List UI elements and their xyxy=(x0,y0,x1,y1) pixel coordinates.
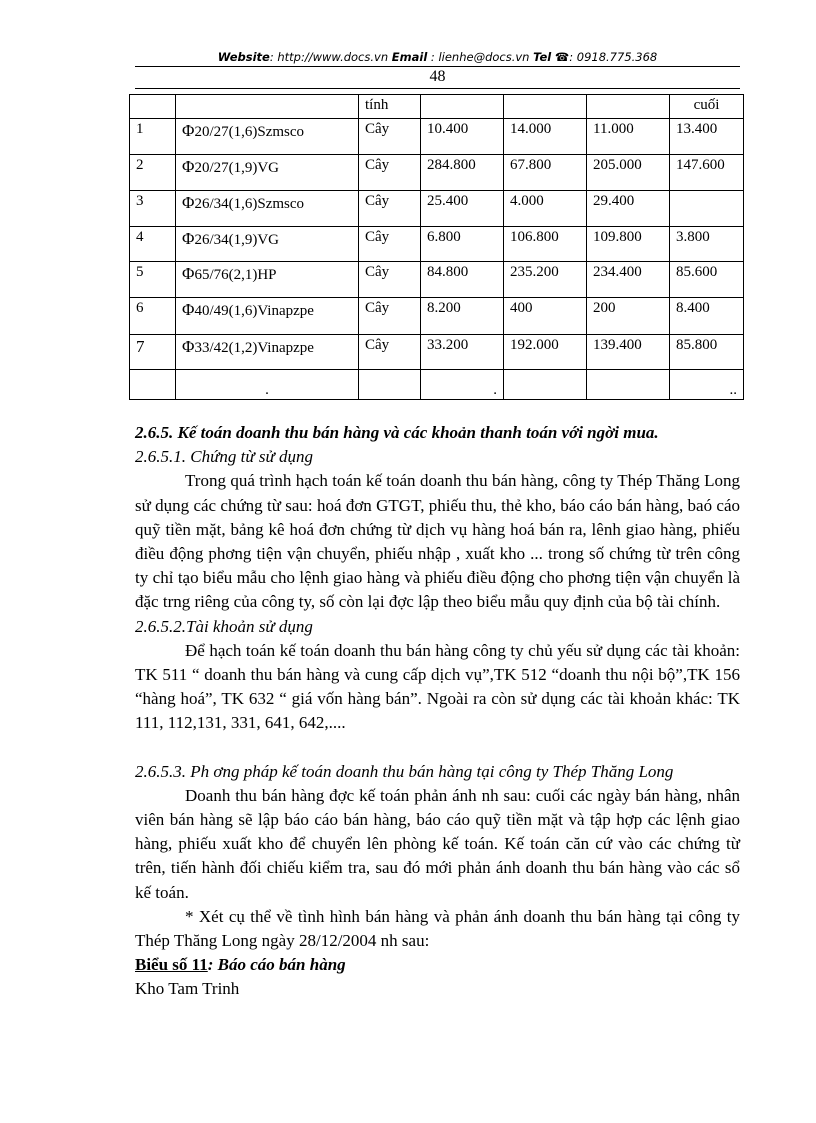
row-unit: Cây xyxy=(359,119,421,155)
paragraph: Trong quá trình hạch toán kế toán doanh thu bán hàng, công ty Thép Thăng Long sử dụng các chứng từ sau: hoá đơn GTGT, phiếu thu, thẻ kho, báo cáo bán hàng, baó cáo quỹ tiền mặt, bảng kê hoá đơn chứng từ dịch vụ hàng hoá bán ra, lênh giao hàng, phiếu điều động phơng tiện vận chuyển, phiếu nhập , xuất kho ... trong số chứng từ trên công ty chỉ tạo biểu mẫu cho lệnh giao hàng và phiếu điều động cho phơng tiện vận chuyển là đặc trng riêng của công ty, số còn lại đợc lập theo biểu mẫu quy định của bộ tài chính. xyxy=(135,471,740,612)
row-unit: Cây xyxy=(359,335,421,370)
inventory-table xyxy=(129,94,744,400)
row-v4: 85.600 xyxy=(670,262,744,298)
row-name xyxy=(176,119,359,155)
website-label: Website xyxy=(217,50,270,64)
page-number-rule xyxy=(135,88,740,89)
row-v4: 13.400 xyxy=(670,119,744,155)
row-name-text: 20/27(1,9)VG xyxy=(194,160,280,176)
row-name-text: 65/76(2,1)HP xyxy=(194,267,277,283)
table-row xyxy=(130,155,744,191)
row-v1: 8.200 xyxy=(421,298,504,335)
row-name xyxy=(176,227,359,262)
row-unit: Cây xyxy=(359,155,421,191)
row-unit: Cây xyxy=(359,298,421,335)
spacer xyxy=(135,736,740,760)
row-v3: 200 xyxy=(587,298,670,335)
row-v1: 33.200 xyxy=(421,335,504,370)
warehouse-name: Kho Tam Trinh xyxy=(135,979,240,999)
table-cell: cuối xyxy=(670,95,744,119)
subsection-heading-2-6-5-2: 2.6.5.2.Tài khoản sử dụng xyxy=(135,616,313,636)
row-v3: 205.000 xyxy=(587,155,670,191)
row-v3: 11.000 xyxy=(587,119,670,155)
row-name-text: 26/34(1,6)Szmsco xyxy=(194,196,305,212)
row-v1: 25.400 xyxy=(421,191,504,227)
row-no: 1 xyxy=(130,119,176,155)
table-cell xyxy=(176,95,359,119)
page-header xyxy=(135,50,740,64)
table-cell: tính xyxy=(359,95,421,119)
table-row xyxy=(130,298,744,335)
phi-symbol: Φ xyxy=(182,121,195,140)
row-v4: 3.800 xyxy=(670,227,744,262)
row-v1: 10.400 xyxy=(421,119,504,155)
row-unit: Cây xyxy=(359,262,421,298)
page-number: 48 xyxy=(429,68,446,85)
row-no: 6 xyxy=(130,298,176,335)
phi-symbol: Φ xyxy=(182,300,195,319)
row-v4 xyxy=(670,191,744,227)
tel-label: Tel xyxy=(533,50,552,64)
row-no: 5 xyxy=(130,262,176,298)
header-rule xyxy=(135,66,740,67)
row-v2: 235.200 xyxy=(504,262,587,298)
table-cell xyxy=(130,370,176,400)
form-label: Biểu số 11 xyxy=(135,955,208,975)
row-name xyxy=(176,262,359,298)
phi-symbol: Φ xyxy=(182,157,195,176)
website-value: : http://www.docs.vn xyxy=(269,50,389,64)
row-no: 2 xyxy=(130,155,176,191)
row-unit: Cây xyxy=(359,227,421,262)
table-row xyxy=(130,191,744,227)
table-cell xyxy=(421,95,504,119)
row-name xyxy=(176,335,359,370)
row-v4: 85.800 xyxy=(670,335,744,370)
row-name-text: 40/49(1,6)Vinapzpe xyxy=(194,303,314,319)
row-v2: 192.000 xyxy=(504,335,587,370)
row-name xyxy=(176,155,359,191)
table-cell xyxy=(587,370,670,400)
tel-value: : 0918.775.368 xyxy=(569,50,658,64)
row-no: 7 xyxy=(130,335,176,370)
table-row xyxy=(130,227,744,262)
body-text xyxy=(135,421,740,1002)
email-label: Email xyxy=(391,50,428,64)
table-header-row xyxy=(130,95,744,119)
row-unit: Cây xyxy=(359,191,421,227)
table-cell xyxy=(359,370,421,400)
table-row xyxy=(130,119,744,155)
row-no: 3 xyxy=(130,191,176,227)
phi-symbol: Φ xyxy=(182,229,195,248)
row-v1: 284.800 xyxy=(421,155,504,191)
phi-symbol: Φ xyxy=(182,337,195,356)
row-v1: 6.800 xyxy=(421,227,504,262)
paragraph: Doanh thu bán hàng đợc kế toán phản ánh nh sau: cuối các ngày bán hàng, nhân viên bán hàng sẽ lập báo cáo bán hàng, báo cáo quỹ tiền mặt và tập hợp các lệnh giao hàng, phiếu xuất kho để chuyển lên phòng kế toán. Kế toán căn cứ vào các chứng từ trên, tiến hành đối chiếu kiểm tra, sau đó mới phản ánh doanh thu bán hàng vào các sổ kế toán. xyxy=(135,785,740,902)
form-title-text: : Báo cáo bán hàng xyxy=(207,955,346,975)
subsection-heading-2-6-5-1: 2.6.5.1. Chứng từ sử dụng xyxy=(135,447,313,467)
table-row xyxy=(130,335,744,370)
table-row xyxy=(130,262,744,298)
form-title xyxy=(135,953,740,977)
phi-symbol: Φ xyxy=(182,264,195,283)
row-name-text: 33/42(1,2)Vinapzpe xyxy=(194,340,314,356)
table-cell xyxy=(587,95,670,119)
subsection-heading-2-6-5-3: 2.6.5.3. Ph ơng pháp kế toán doanh thu bán hàng tại công ty Thép Thăng Long xyxy=(135,761,674,781)
row-name xyxy=(176,191,359,227)
row-v4: 8.400 xyxy=(670,298,744,335)
row-name-text: 20/27(1,6)Szmsco xyxy=(194,124,305,140)
row-v3: 109.800 xyxy=(587,227,670,262)
table-cell xyxy=(130,95,176,119)
row-v3: 29.400 xyxy=(587,191,670,227)
table-cell xyxy=(504,95,587,119)
row-v4: 147.600 xyxy=(670,155,744,191)
table-cell: . xyxy=(176,370,359,400)
paragraph: Để hạch toán kế toán doanh thu bán hàng công ty chủ yếu sử dụng các tài khoản: TK 511 “ doanh thu bán hàng và cung cấp dịch vụ”,TK 512 “doanh thu nội bộ”,TK 156 “hàng hoá”, TK 632 “ giá vốn hàng bán”. Ngoài ra còn sử dụng các tài khoản khác: TK 111, 112,131, 331, 641, 642,.... xyxy=(135,640,740,733)
row-v3: 139.400 xyxy=(587,335,670,370)
table-cell xyxy=(504,370,587,400)
row-v2: 4.000 xyxy=(504,191,587,227)
table-cell: . xyxy=(421,370,504,400)
section-heading-2-6-5: 2.6.5. Kế toán doanh thu bán hàng và các khoản thanh toán với ngời mua. xyxy=(135,423,659,442)
phi-symbol: Φ xyxy=(182,193,195,212)
table-row xyxy=(130,370,744,400)
table-cell: .. xyxy=(670,370,744,400)
phone-icon: ☎ xyxy=(554,50,570,64)
row-name xyxy=(176,298,359,335)
row-v3: 234.400 xyxy=(587,262,670,298)
row-v2: 106.800 xyxy=(504,227,587,262)
row-v2: 67.800 xyxy=(504,155,587,191)
row-v2: 400 xyxy=(504,298,587,335)
email-value: : lienhe@docs.vn xyxy=(430,50,530,64)
row-no: 4 xyxy=(130,227,176,262)
row-v1: 84.800 xyxy=(421,262,504,298)
paragraph: * Xét cụ thể về tình hình bán hàng và phản ánh doanh thu bán hàng tại công ty Thép Thăng Long ngày 28/12/2004 nh sau: xyxy=(135,906,740,951)
row-name-text: 26/34(1,9)VG xyxy=(194,232,280,248)
row-v2: 14.000 xyxy=(504,119,587,155)
